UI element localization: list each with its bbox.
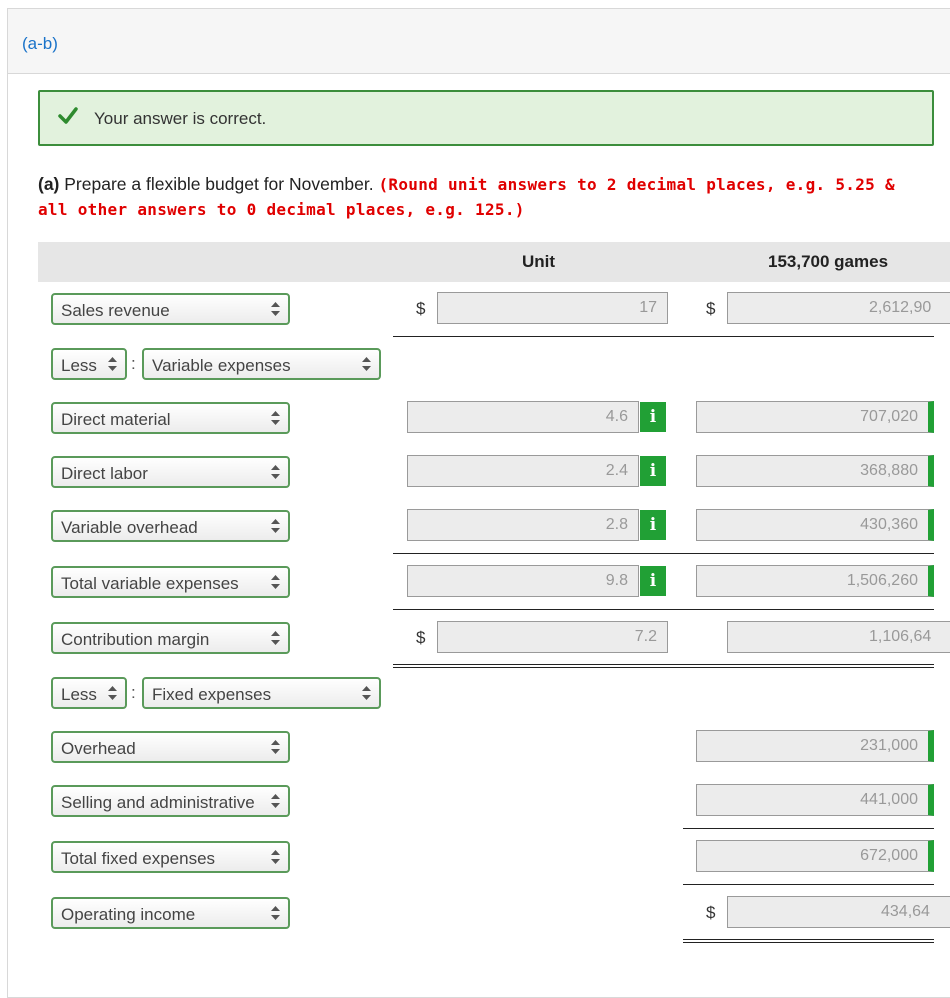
select-value: Total fixed expenses bbox=[61, 849, 216, 868]
contribution-margin-unit-input[interactable]: 7.2 bbox=[437, 621, 668, 653]
variable-overhead-total-input[interactable]: 430,360 bbox=[696, 509, 934, 541]
selling-administrative-total-input[interactable]: 441,000 bbox=[696, 784, 934, 816]
operating-income-select[interactable] bbox=[51, 897, 290, 929]
sales-underline bbox=[393, 336, 934, 337]
total-variable-expenses-select[interactable] bbox=[51, 566, 290, 598]
select-arrows-icon bbox=[362, 686, 371, 700]
part-title[interactable]: (a-b) bbox=[22, 34, 58, 53]
fixed-expenses-select[interactable] bbox=[142, 677, 381, 709]
rounding-note: (Round unit answers to 2 decimal places, e.g. 5.25 & all other answers to 0 decimal places, e.g. 125.) bbox=[38, 175, 895, 219]
less-fixed-select[interactable] bbox=[51, 677, 127, 709]
info-icon[interactable]: i bbox=[640, 402, 666, 432]
table-header bbox=[38, 242, 950, 282]
overhead-select[interactable] bbox=[51, 731, 290, 763]
select-arrows-icon bbox=[271, 906, 280, 920]
select-value: Operating income bbox=[61, 905, 196, 924]
contribution-double-line-top bbox=[393, 664, 934, 665]
sales-revenue-select[interactable] bbox=[51, 293, 290, 325]
select-value: Variable overhead bbox=[61, 518, 198, 537]
select-value: Less bbox=[61, 356, 97, 375]
currency-symbol: $ bbox=[706, 299, 716, 318]
currency-symbol: $ bbox=[416, 299, 426, 318]
variable-overhead-unit-input[interactable]: 2.8 bbox=[407, 509, 639, 541]
select-value: Direct material bbox=[61, 410, 171, 429]
direct-labor-total-input[interactable]: 368,880 bbox=[696, 455, 934, 487]
select-arrows-icon bbox=[271, 519, 280, 533]
column-header-total: 153,700 games bbox=[768, 252, 889, 271]
column-header-unit: Unit bbox=[522, 252, 556, 271]
select-value: Selling and administrative bbox=[61, 793, 255, 812]
info-icon[interactable]: i bbox=[640, 456, 666, 486]
sales-revenue-total-input[interactable]: 2,612,90 bbox=[727, 292, 950, 324]
select-arrows-icon bbox=[271, 411, 280, 425]
direct-labor-select[interactable] bbox=[51, 456, 290, 488]
select-value: Total variable expenses bbox=[61, 574, 239, 593]
direct-material-unit-input[interactable]: 4.6 bbox=[407, 401, 639, 433]
total-variable-total-input[interactable]: 1,506,260 bbox=[696, 565, 934, 597]
variable-expenses-select[interactable] bbox=[142, 348, 381, 380]
select-arrows-icon bbox=[271, 740, 280, 754]
select-value: Direct labor bbox=[61, 464, 148, 483]
part-header bbox=[8, 9, 950, 74]
select-arrows-icon bbox=[271, 465, 280, 479]
select-arrows-icon bbox=[108, 357, 117, 371]
variable-overhead-select[interactable] bbox=[51, 510, 290, 542]
less-variable-select[interactable] bbox=[51, 348, 127, 380]
contribution-margin-select[interactable] bbox=[51, 622, 290, 654]
separator-colon: : bbox=[131, 683, 136, 702]
total-fixed-line bbox=[683, 884, 934, 885]
separator-colon: : bbox=[131, 354, 136, 373]
checkmark-icon bbox=[58, 107, 78, 125]
selling-administrative-select[interactable] bbox=[51, 785, 290, 817]
sales-revenue-unit-input[interactable]: 17 bbox=[437, 292, 668, 324]
contribution-double-line-bottom bbox=[393, 667, 934, 668]
select-arrows-icon bbox=[108, 686, 117, 700]
select-value: Overhead bbox=[61, 739, 136, 758]
select-value: Fixed expenses bbox=[152, 685, 272, 704]
direct-labor-unit-input[interactable]: 2.4 bbox=[407, 455, 639, 487]
total-variable-line bbox=[393, 609, 934, 610]
question-part-label: (a) bbox=[38, 174, 60, 194]
select-arrows-icon bbox=[271, 850, 280, 864]
direct-material-select[interactable] bbox=[51, 402, 290, 434]
total-variable-unit-input[interactable]: 9.8 bbox=[407, 565, 639, 597]
currency-symbol: $ bbox=[416, 628, 426, 647]
operating-double-line-bottom bbox=[683, 942, 934, 943]
question-prompt: Prepare a flexible budget for November. bbox=[59, 174, 379, 194]
select-value: Sales revenue bbox=[61, 301, 170, 320]
fixed-subtotal-line bbox=[683, 828, 934, 829]
overhead-total-input[interactable]: 231,000 bbox=[696, 730, 934, 762]
select-arrows-icon bbox=[271, 575, 280, 589]
correct-message: Your answer is correct. bbox=[94, 109, 267, 128]
total-fixed-expenses-select[interactable] bbox=[51, 841, 290, 873]
select-arrows-icon bbox=[362, 357, 371, 371]
select-arrows-icon bbox=[271, 302, 280, 316]
currency-symbol: $ bbox=[706, 903, 716, 922]
operating-double-line-top bbox=[683, 939, 934, 940]
select-arrows-icon bbox=[271, 794, 280, 808]
direct-material-total-input[interactable]: 707,020 bbox=[696, 401, 934, 433]
correct-answer-banner bbox=[38, 90, 934, 146]
info-icon[interactable]: i bbox=[640, 510, 666, 540]
info-icon[interactable]: i bbox=[640, 566, 666, 596]
operating-income-total-input[interactable]: 434,64 bbox=[727, 896, 950, 928]
select-arrows-icon bbox=[271, 631, 280, 645]
contribution-margin-total-input[interactable]: 1,106,64 bbox=[727, 621, 950, 653]
total-fixed-total-input[interactable]: 672,000 bbox=[696, 840, 934, 872]
question-text bbox=[38, 172, 918, 222]
select-value: Contribution margin bbox=[61, 630, 210, 649]
select-value: Variable expenses bbox=[152, 356, 291, 375]
variable-subtotal-line bbox=[393, 553, 934, 554]
select-value: Less bbox=[61, 685, 97, 704]
